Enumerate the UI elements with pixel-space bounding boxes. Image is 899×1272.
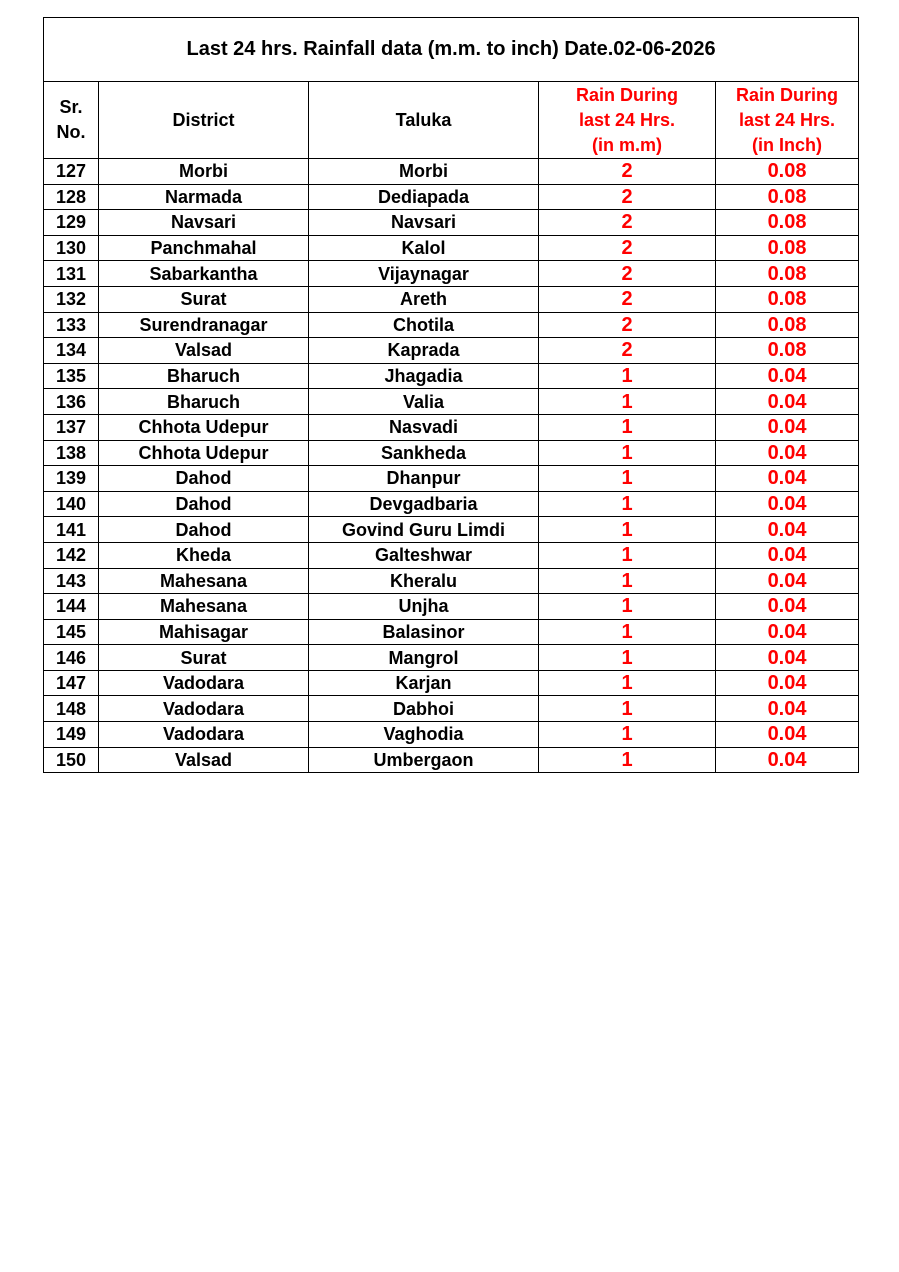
district-cell: Surat [99,645,309,671]
district-cell: Valsad [99,747,309,773]
sr-no-cell: 128 [44,184,99,210]
table-body [44,159,859,773]
rain-inch-cell: 0.04 [716,466,859,492]
district-cell: Narmada [99,184,309,210]
table-row [44,722,859,748]
taluka-cell: Kaprada [309,338,539,364]
district-cell: Chhota Udepur [99,440,309,466]
report-title: Last 24 hrs. Rainfall data (m.m. to inch) Date.02-06-2026 [44,18,859,82]
rain-inch-cell: 0.04 [716,645,859,671]
taluka-cell: Dediapada [309,184,539,210]
taluka-cell: Mangrol [309,645,539,671]
rain-mm-cell: 2 [539,286,716,312]
rain-inch-cell: 0.08 [716,235,859,261]
rain-mm-cell: 2 [539,312,716,338]
title-row [44,18,859,82]
sr-no-cell: 144 [44,594,99,620]
rain-inch-cell: 0.04 [716,542,859,568]
rain-mm-cell: 1 [539,542,716,568]
rain-inch-cell: 0.04 [716,722,859,748]
district-cell: Kheda [99,542,309,568]
rain-mm-cell: 1 [539,619,716,645]
rain-mm-cell: 1 [539,670,716,696]
rainfall-table [43,17,859,773]
table-row [44,747,859,773]
sr-no-cell: 132 [44,286,99,312]
rain-mm-cell: 1 [539,389,716,415]
rain-inch-cell: 0.08 [716,210,859,236]
table-row [44,696,859,722]
rain-inch-cell: 0.04 [716,440,859,466]
rain-inch-cell: 0.08 [716,184,859,210]
table-row [44,568,859,594]
taluka-cell: Morbi [309,159,539,185]
taluka-cell: Valia [309,389,539,415]
rain-inch-cell: 0.04 [716,747,859,773]
taluka-cell: Govind Guru Limdi [309,517,539,543]
rain-mm-cell: 1 [539,414,716,440]
taluka-cell: Sankheda [309,440,539,466]
taluka-cell: Vijaynagar [309,261,539,287]
rain-inch-cell: 0.04 [716,414,859,440]
taluka-cell: Kheralu [309,568,539,594]
rain-mm-cell: 1 [539,696,716,722]
district-cell: Valsad [99,338,309,364]
rain-inch-cell: 0.04 [716,696,859,722]
table-row [44,235,859,261]
rainfall-report [43,17,858,773]
rain-inch-cell: 0.08 [716,312,859,338]
rain-mm-cell: 1 [539,594,716,620]
rain-mm-cell: 1 [539,466,716,492]
rain-inch-cell: 0.04 [716,389,859,415]
sr-no-cell: 129 [44,210,99,236]
district-cell: Panchmahal [99,235,309,261]
district-cell: Navsari [99,210,309,236]
rain-mm-cell: 1 [539,440,716,466]
sr-no-cell: 148 [44,696,99,722]
district-cell: Dahod [99,466,309,492]
sr-no-cell: 143 [44,568,99,594]
taluka-cell: Vaghodia [309,722,539,748]
sr-no-cell: 134 [44,338,99,364]
district-cell: Dahod [99,491,309,517]
taluka-cell: Areth [309,286,539,312]
rain-inch-cell: 0.04 [716,619,859,645]
sr-no-cell: 138 [44,440,99,466]
table-row [44,542,859,568]
rain-inch-cell: 0.08 [716,261,859,287]
rain-inch-cell: 0.04 [716,568,859,594]
district-cell: Dahod [99,517,309,543]
taluka-cell: Dhanpur [309,466,539,492]
taluka-cell: Unjha [309,594,539,620]
rain-mm-cell: 2 [539,184,716,210]
rain-mm-cell: 1 [539,722,716,748]
district-cell: Chhota Udepur [99,414,309,440]
rain-inch-cell: 0.08 [716,286,859,312]
table-row [44,338,859,364]
district-cell: Vadodara [99,696,309,722]
district-cell: Surendranagar [99,312,309,338]
rain-inch-cell: 0.04 [716,363,859,389]
table-row [44,491,859,517]
header-sr-no: Sr. No. [44,82,99,159]
district-cell: Sabarkantha [99,261,309,287]
taluka-cell: Devgadbaria [309,491,539,517]
sr-no-cell: 140 [44,491,99,517]
taluka-cell: Navsari [309,210,539,236]
taluka-cell: Chotila [309,312,539,338]
taluka-cell: Kalol [309,235,539,261]
sr-no-cell: 131 [44,261,99,287]
table-row [44,184,859,210]
rain-inch-cell: 0.04 [716,670,859,696]
sr-no-cell: 137 [44,414,99,440]
sr-no-cell: 150 [44,747,99,773]
table-row [44,159,859,185]
taluka-cell: Balasinor [309,619,539,645]
table-row [44,261,859,287]
header-rain-mm: Rain During last 24 Hrs. (in m.m) [539,82,716,159]
sr-no-cell: 145 [44,619,99,645]
table-row [44,466,859,492]
rain-mm-cell: 1 [539,568,716,594]
district-cell: Bharuch [99,363,309,389]
sr-no-cell: 130 [44,235,99,261]
header-rain-inch: Rain During last 24 Hrs. (in Inch) [716,82,859,159]
rain-mm-cell: 2 [539,338,716,364]
table-row [44,645,859,671]
table-row [44,363,859,389]
table-row [44,517,859,543]
rain-mm-cell: 1 [539,747,716,773]
taluka-cell: Karjan [309,670,539,696]
header-taluka: Taluka [309,82,539,159]
table-row [44,414,859,440]
sr-no-cell: 146 [44,645,99,671]
sr-no-cell: 133 [44,312,99,338]
rain-inch-cell: 0.08 [716,159,859,185]
district-cell: Surat [99,286,309,312]
table-row [44,440,859,466]
table-row [44,210,859,236]
rain-mm-cell: 2 [539,261,716,287]
table-row [44,312,859,338]
table-row [44,670,859,696]
district-cell: Mahisagar [99,619,309,645]
rain-inch-cell: 0.04 [716,517,859,543]
sr-no-cell: 135 [44,363,99,389]
sr-no-cell: 136 [44,389,99,415]
sr-no-cell: 141 [44,517,99,543]
rain-mm-cell: 1 [539,491,716,517]
taluka-cell: Umbergaon [309,747,539,773]
district-cell: Mahesana [99,568,309,594]
rain-inch-cell: 0.08 [716,338,859,364]
rain-inch-cell: 0.04 [716,491,859,517]
header-district: District [99,82,309,159]
rain-mm-cell: 2 [539,159,716,185]
taluka-cell: Nasvadi [309,414,539,440]
table-row [44,619,859,645]
rain-mm-cell: 2 [539,210,716,236]
rain-mm-cell: 1 [539,363,716,389]
taluka-cell: Galteshwar [309,542,539,568]
district-cell: Vadodara [99,722,309,748]
rain-mm-cell: 1 [539,517,716,543]
district-cell: Morbi [99,159,309,185]
table-row [44,389,859,415]
rain-inch-cell: 0.04 [716,594,859,620]
rain-mm-cell: 2 [539,235,716,261]
district-cell: Bharuch [99,389,309,415]
sr-no-cell: 149 [44,722,99,748]
sr-no-cell: 139 [44,466,99,492]
header-row [44,82,859,159]
sr-no-cell: 127 [44,159,99,185]
district-cell: Mahesana [99,594,309,620]
district-cell: Vadodara [99,670,309,696]
table-row [44,594,859,620]
taluka-cell: Dabhoi [309,696,539,722]
table-row [44,286,859,312]
rain-mm-cell: 1 [539,645,716,671]
sr-no-cell: 142 [44,542,99,568]
sr-no-cell: 147 [44,670,99,696]
taluka-cell: Jhagadia [309,363,539,389]
